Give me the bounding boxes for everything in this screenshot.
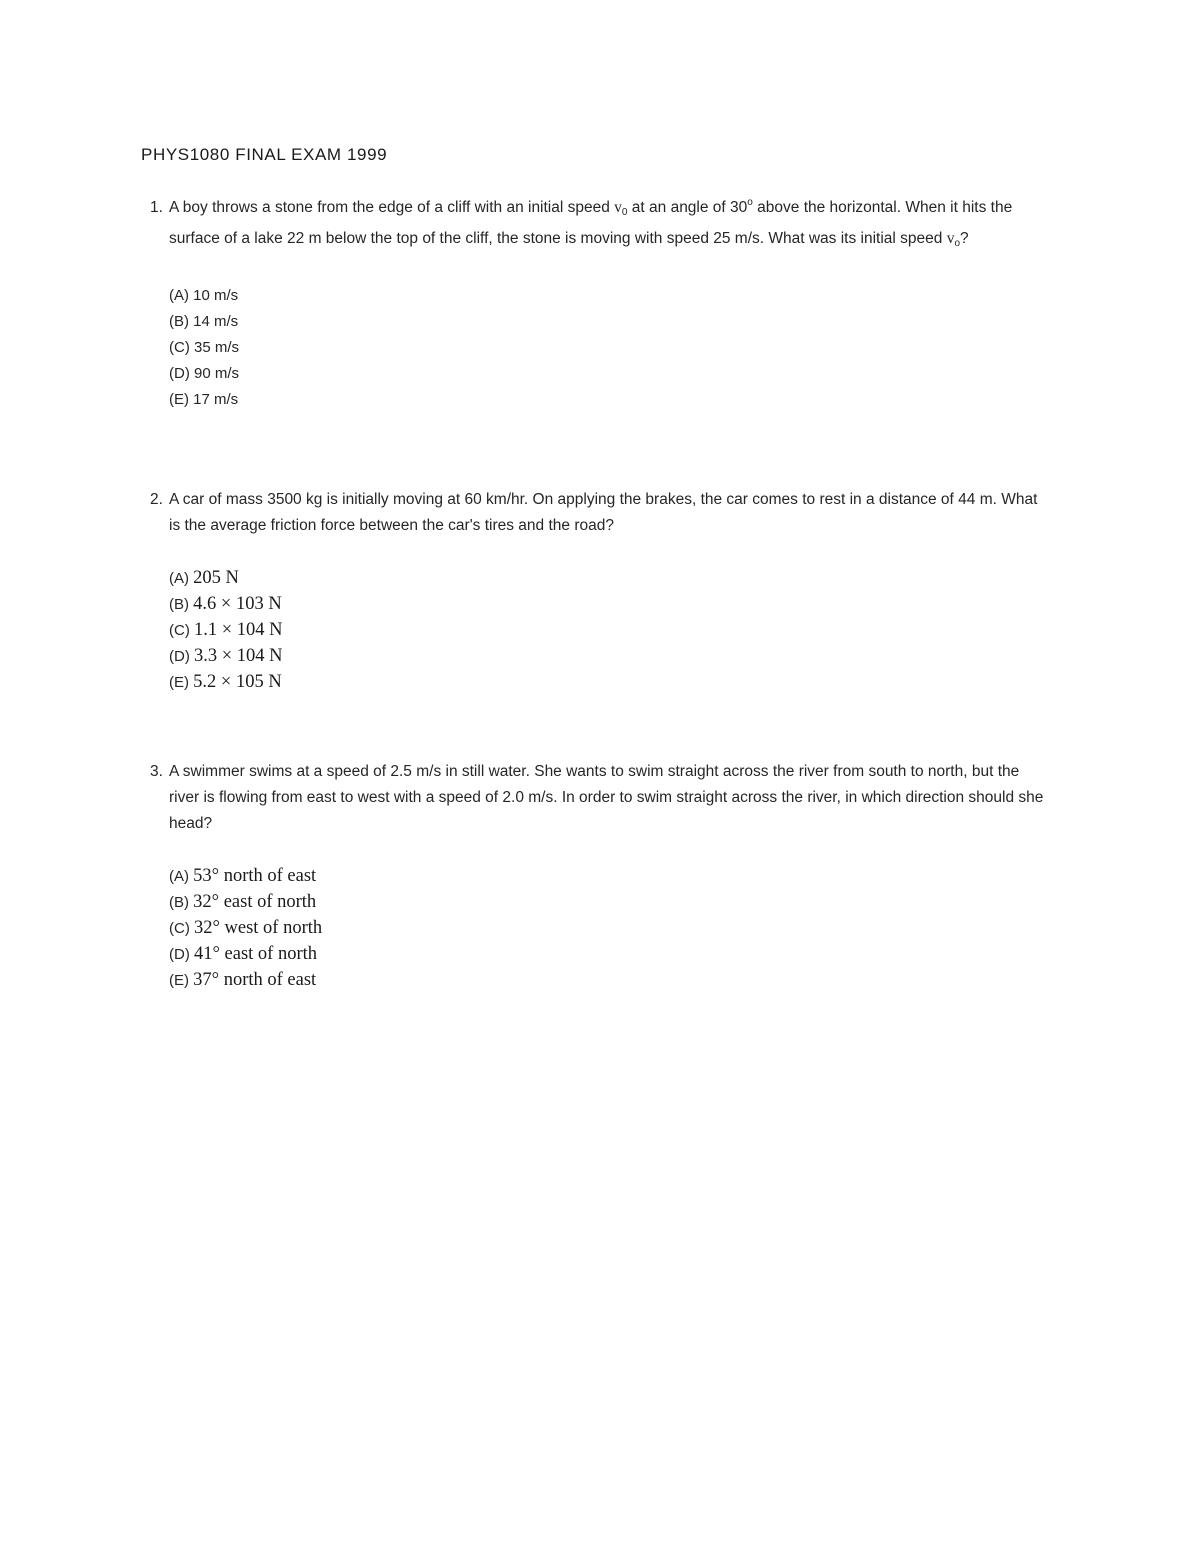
option-a: (A) 53° north of east: [169, 866, 317, 886]
question-1-text: 1. A boy throws a stone from the edge of a cliff with an initial speed $v_0$ at an angle of 30$^o$ above the horizontal. When it hits the surface of a lake 22 m below the top of the cliff, the stone is moving with speed 25 m/s. What was its initial speed $v_o$?: [150, 197, 1013, 249]
option-d: (D) 90 m/s: [169, 365, 240, 382]
page-title: PHYS1080 FINAL EXAM 1999: [141, 145, 388, 164]
option-a: (A) 10 m/s: [169, 287, 239, 304]
question-number: 3.: [150, 763, 163, 780]
question-2-options: [150, 565, 1050, 695]
question-3-text: 3. A swimmer swims at a speed of 2.5 m/s in still water. She wants to swim straight across the river from south to north, but the river is flowing from east to west with a speed of 2.0 m/s. In order to swim straight across the river, in which direction should she head?: [150, 759, 1050, 837]
question-1-options: [150, 283, 1050, 413]
option-b: (B) 14 m/s: [169, 313, 239, 330]
option-c: (C) 35 m/s: [169, 339, 240, 356]
question-number: 1.: [150, 199, 163, 216]
option-d: (D) 41° east of north: [169, 944, 317, 964]
option-b: (B) 4.6 × 103 N: [169, 594, 282, 614]
question-3-options: [150, 863, 1050, 993]
option-e: (E) 17 m/s: [169, 391, 239, 408]
question-number: 2.: [150, 491, 163, 508]
option-b: (B) 32° east of north: [169, 892, 317, 912]
option-a: (A) 205 N: [169, 568, 239, 588]
question-2-text: 2. A car of mass 3500 kg is initially moving at 60 km/hr. On applying the brakes, the car comes to rest in a distance of 44 m. What is the average friction force between the car's tires and the road?: [150, 487, 1050, 539]
option-e: (E) 37° north of east: [169, 970, 317, 990]
option-c: (C) 1.1 × 104 N: [169, 620, 283, 640]
option-c: (C) 32° west of north: [169, 918, 323, 938]
question-2: [150, 487, 1050, 695]
option-e: (E) 5.2 × 105 N: [169, 672, 282, 692]
option-d: (D) 3.3 × 104 N: [169, 646, 283, 666]
question-1: [150, 190, 1050, 413]
question-3: [150, 759, 1050, 993]
